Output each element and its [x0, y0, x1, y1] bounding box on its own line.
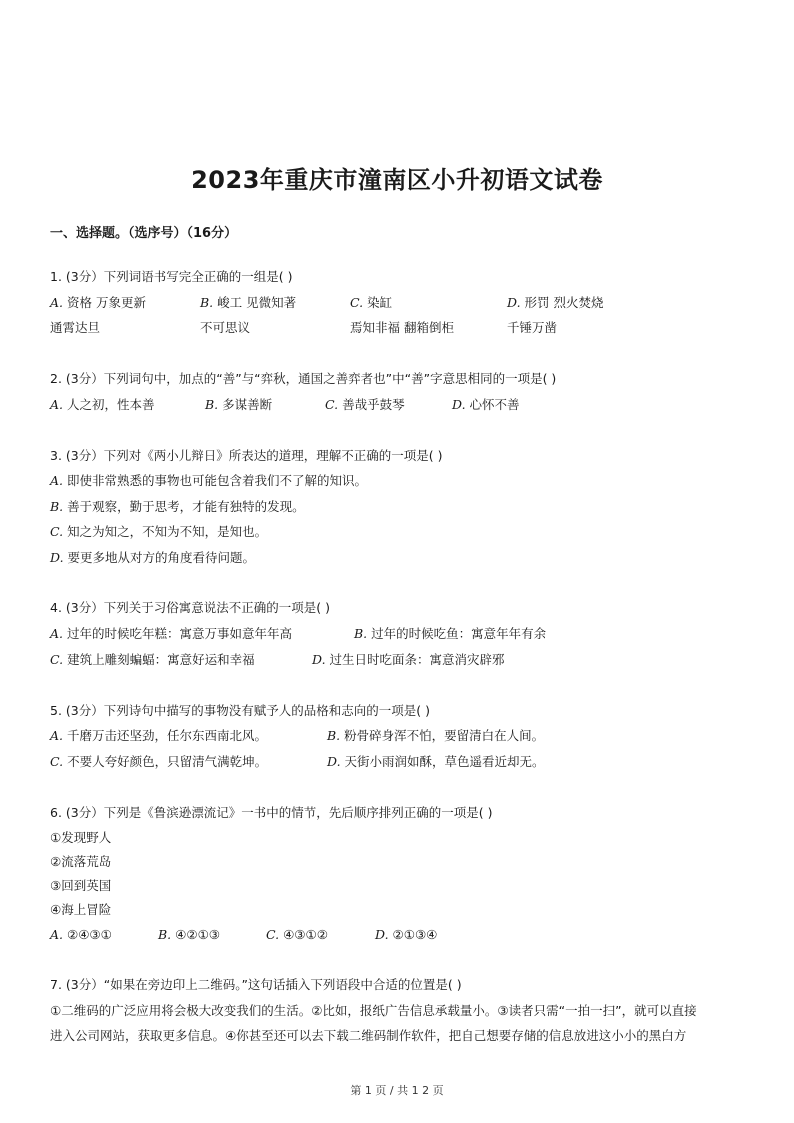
q4-option-d	[312, 651, 505, 669]
option-text: 千磨万击还坚劲，任尔东西南北风。	[67, 728, 268, 743]
option-letter: C.	[50, 754, 64, 769]
option-letter: C.	[50, 524, 64, 539]
question-6-stem: 6. (3分）下列是《鲁滨逊漂流记》一书中的情节，先后顺序排列正确的一项是( )	[50, 805, 493, 820]
option-letter: A.	[50, 927, 64, 942]
q7-passage-line: 进入公司网站，获取更多信息。④你甚至还可以去下载二维码制作软件，把自己想要存储的信息放进这小小的黑白方	[50, 1028, 687, 1043]
option-letter: B.	[205, 397, 219, 412]
q1-option-b	[200, 294, 296, 312]
q2-option-a	[50, 396, 155, 414]
option-letter: B.	[50, 499, 64, 514]
q3-option-a	[50, 472, 367, 490]
question-1-stem: 1. (3分）下列词语书写完全正确的一组是( )	[50, 269, 293, 284]
option-text: 粉骨碎身浑不怕，要留清白在人间。	[344, 728, 545, 743]
q6-option-b	[158, 926, 220, 944]
q6-item: ③回到英国	[50, 878, 112, 893]
option-text: ②①③④	[392, 927, 438, 942]
option-text: 多谋善断	[222, 397, 273, 412]
option-text: 即使非常熟悉的事物也可能包含着我们不了解的知识。	[67, 473, 368, 488]
option-text: 善于观察，勤于思考，才能有独特的发现。	[67, 499, 305, 514]
q3-option-b	[50, 498, 305, 516]
q2-option-c	[325, 396, 405, 414]
question-4-stem: 4. (3分）下列关于习俗寓意说法不正确的一项是( )	[50, 600, 330, 615]
option-text: 心怀不善	[469, 397, 520, 412]
question-3-stem: 3. (3分）下列对《两小儿辩日》所表达的道理，理解不正确的一项是( )	[50, 448, 443, 463]
page-footer: 第 1 页 / 共 1 2 页	[350, 1084, 444, 1097]
option-letter: D.	[452, 397, 466, 412]
q4-option-b	[354, 625, 546, 643]
option-letter: A.	[50, 728, 64, 743]
option-text: 过生日时吃面条：寓意消灾辟邪	[329, 652, 505, 667]
option-letter: A.	[50, 397, 64, 412]
option-text: 形罚 烈火焚烧	[524, 295, 604, 310]
option-letter: C.	[325, 397, 339, 412]
q1-continuation-b: 不可思议	[200, 320, 251, 335]
option-letter: C.	[50, 652, 64, 667]
q6-item: ①发现野人	[50, 830, 112, 845]
option-text: 人之初，性本善	[67, 397, 155, 412]
option-letter: B.	[200, 295, 214, 310]
option-text: ②④③①	[67, 927, 112, 942]
q2-option-b	[205, 396, 272, 414]
option-letter: C.	[266, 927, 280, 942]
q6-item: ④海上冒险	[50, 902, 112, 917]
q1-option-c	[350, 294, 392, 312]
option-text: 过年的时候吃鱼：寓意年年有余	[371, 626, 547, 641]
q3-option-d	[50, 549, 255, 567]
question-5-stem: 5. (3分）下列诗句中描写的事物没有赋予人的品格和志向的一项是( )	[50, 703, 430, 718]
question-2-stem: 2. (3分）下列词句中，加点的“善”与“弈秋，通国之善弈者也”中“善”字意思相同的一项是( )	[50, 371, 557, 386]
q1-continuation-d: 千锤万凿	[507, 320, 558, 335]
q6-item: ②流落荒岛	[50, 854, 112, 869]
option-letter: A.	[50, 295, 64, 310]
option-text: 过年的时候吃年糕：寓意万事如意年年高	[67, 626, 293, 641]
q6-option-d	[375, 926, 437, 944]
q6-option-a	[50, 926, 112, 944]
q6-option-c	[266, 926, 328, 944]
option-letter: B.	[327, 728, 341, 743]
section-heading: 一、选择题。（选序号）（16分）	[50, 226, 238, 241]
q5-option-d	[327, 753, 545, 771]
option-text: 建筑上雕刻蝙蝠：寓意好运和幸福	[67, 652, 255, 667]
option-text: 资格 万象更新	[67, 295, 146, 310]
option-text: ④②①③	[175, 927, 220, 942]
q1-continuation-a: 通霄达旦	[50, 320, 101, 335]
option-letter: D.	[375, 927, 389, 942]
option-letter: D.	[507, 295, 521, 310]
option-letter: D.	[327, 754, 341, 769]
q2-option-d	[452, 396, 520, 414]
option-text: ④③①②	[283, 927, 328, 942]
q7-passage-line: ①二维码的广泛应用将会极大改变我们的生活。②比如，报纸广告信息承载量小。③读者只需“一拍一扫”，就可以直接	[50, 1003, 697, 1018]
option-letter: B.	[354, 626, 368, 641]
q4-option-c	[50, 651, 255, 669]
option-text: 善哉乎鼓琴	[342, 397, 405, 412]
q5-option-a	[50, 727, 267, 745]
q5-option-b	[327, 727, 544, 745]
option-letter: D.	[50, 550, 64, 565]
option-text: 不要人夸好颜色，只留清气满乾坤。	[67, 754, 268, 769]
option-text: 知之为知之，不知为不知，是知也。	[67, 524, 268, 539]
option-letter: B.	[158, 927, 172, 942]
page-title: 2023年重庆市潼南区小升初语文试卷	[191, 166, 603, 194]
option-letter: C.	[350, 295, 364, 310]
option-text: 要更多地从对方的角度看待问题。	[67, 550, 256, 565]
option-text: 染缸	[367, 295, 393, 310]
q1-option-d	[507, 294, 604, 312]
q4-option-a	[50, 625, 292, 643]
option-letter: A.	[50, 473, 64, 488]
option-text: 峻工 见微知著	[217, 295, 297, 310]
q3-option-c	[50, 523, 267, 541]
q1-continuation-c: 焉知非福 翻箱倒柜	[350, 320, 454, 335]
question-7-stem: 7. (3分）“如果在旁边印上二维码。”这句话插入下列语段中合适的位置是( )	[50, 977, 462, 992]
option-letter: A.	[50, 626, 64, 641]
option-letter: D.	[312, 652, 326, 667]
option-text: 天街小雨润如酥，草色遥看近却无。	[344, 754, 545, 769]
q5-option-c	[50, 753, 267, 771]
q1-option-a	[50, 294, 146, 312]
